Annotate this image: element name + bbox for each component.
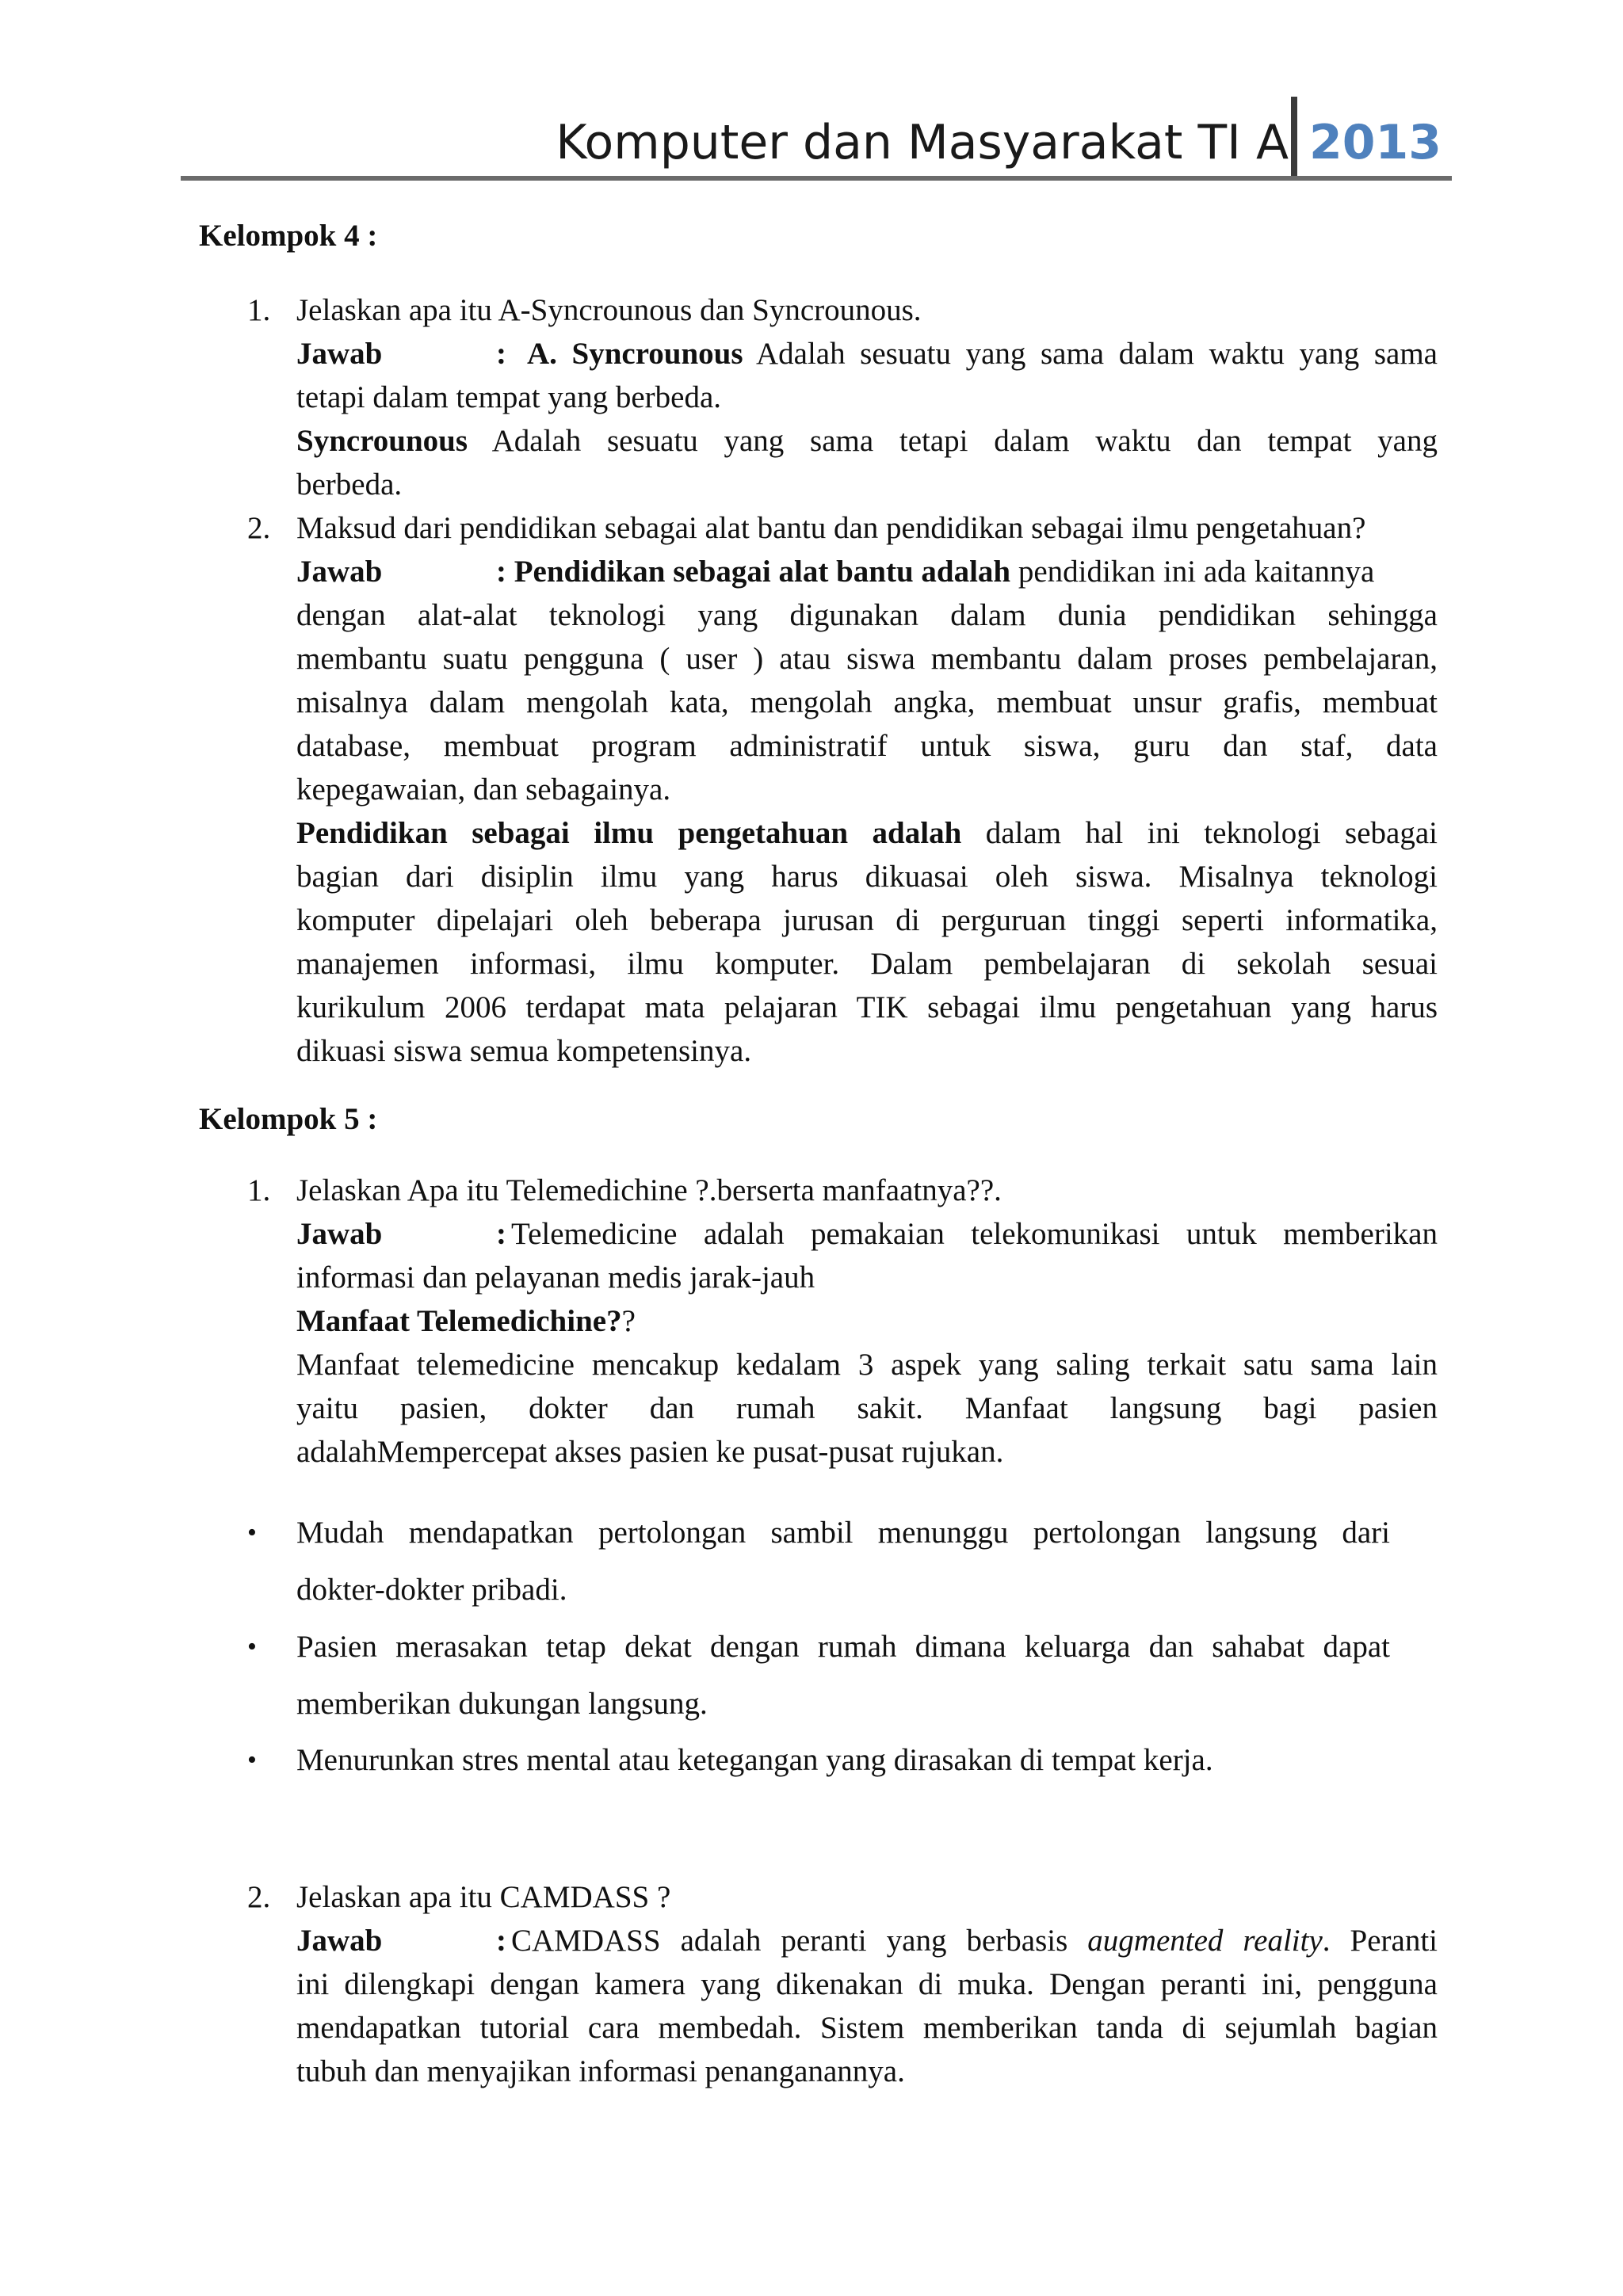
k5-q1-subheading-tail: ? [621,1304,636,1338]
k5-q1-colon: : [496,1217,506,1251]
bullet-1-symbol: • [247,1518,257,1547]
k4-q2-p1-line-3: membantu suatu pengguna ( user ) atau siswa membantu dalam proses pembelajaran, [296,642,1438,676]
k5-q2-answer-1a: CAMDASS adalah peranti yang berbasis [511,1924,1088,1958]
k4-q2-number: 2. [247,511,271,545]
k4-q1-jawab-label: Jawab [296,337,383,371]
k5-q1-manfaat-line-2: yaitu pasien, dokter dan rumah sakit. Manfaat langsung bagi pasien [296,1391,1438,1425]
k4-q2-p1-line-6: kepegawaian, dan sebagainya. [296,772,671,807]
bullet-1-line-1: Mudah mendapatkan pertolongan sambil menunggu pertolongan langsung dari [296,1516,1390,1550]
section-heading-kelompok-4: Kelompok 4 : [199,219,378,253]
k5-q1-jawab-label: Jawab [296,1217,383,1251]
k4-q2-p2-text: dalam hal ini teknologi sebagai [961,816,1438,850]
k5-q2-colon: : [496,1924,506,1958]
k4-q2-answer-line-1 [496,550,1374,593]
header-rule [181,176,1452,181]
bullet-2-symbol: • [247,1632,257,1661]
k5-q2-answer-line-1 [511,1919,1438,1962]
k5-q2-jawab-label: Jawab [296,1924,383,1958]
bullet-3-line-1: Menurunkan stres mental atau ketegangan yang dirasakan di tempat kerja. [296,1743,1213,1777]
k5-q2-number: 2. [247,1880,271,1914]
k4-q2-p2-line-6: dikuasi siswa semua kompetensinya. [296,1034,752,1068]
k5-q1-subheading [296,1299,636,1343]
k5-q1-answer-line-2: informasi dan pelayanan medis jarak-jauh [296,1261,815,1295]
k4-q2-question: Maksud dari pendidikan sebagai alat bantu dan pendidikan sebagai ilmu pengetahuan? [296,511,1366,545]
header-separator [1291,97,1297,179]
k4-q2-term-2: Pendidikan sebagai ilmu pengetahuan adalah [296,816,962,850]
k4-q2-term-1: : Pendidikan sebagai alat bantu adalah [496,555,1011,589]
bullet-3-symbol: • [247,1745,257,1775]
k5-q1-number: 1. [247,1173,271,1207]
k5-q1-question: Jelaskan Apa itu Telemedichine ?.berserta manfaatnya??. [296,1173,1002,1207]
k5-q2-question: Jelaskan apa itu CAMDASS ? [296,1880,671,1914]
k4-q2-p1-text: pendidikan ini ada kaitannya [1010,555,1375,589]
k5-q1-manfaat-line-1: Manfaat telemedicine mencakup kedalam 3 aspek yang saling terkait satu sama lain [296,1348,1438,1382]
k5-q1-answer-line-1: Telemedicine adalah pemakaian telekomunikasi untuk memberikan [511,1217,1438,1251]
k4-q1-number: 1. [247,293,271,327]
k4-q1-answer-1-text: Adalah sesuatu yang sama dalam waktu yang sama [743,337,1438,371]
k4-q1-answer-line-4: berbeda. [296,467,403,502]
k5-q2-answer-italic: augmented reality [1087,1924,1323,1958]
bullet-2-line-1: Pasien merasakan tetap dekat dengan rumah dimana keluarga dan sahabat dapat [296,1630,1390,1664]
bullet-2-line-2: memberikan dukungan langsung. [296,1687,708,1721]
k4-q2-p1-line-5: database, membuat program administratif untuk siswa, guru dan staf, data [296,729,1438,763]
k5-q2-answer-line-2: ini dilengkapi dengan kamera yang dikenakan di muka. Dengan peranti ini, pengguna [296,1967,1438,2001]
k5-q2-answer-line-4: tubuh dan menyajikan informasi penanganannya. [296,2054,905,2088]
k4-q2-jawab-label: Jawab [296,555,383,589]
k4-q2-p2-line-5: kurikulum 2006 terdapat mata pelajaran TIK sebagai ilmu pengetahuan yang harus [296,990,1438,1024]
k4-q1-answer-line-1 [527,332,1438,376]
section-heading-kelompok-5: Kelompok 5 : [199,1102,378,1136]
k4-q1-question: Jelaskan apa itu A-Syncrounous dan Syncrounous. [296,293,922,327]
bullet-1-line-2: dokter-dokter pribadi. [296,1573,567,1607]
k5-q2-answer-line-3: mendapatkan tutorial cara membedah. Sistem memberikan tanda di sejumlah bagian [296,2011,1438,2045]
k5-q1-subheading-bold: Manfaat Telemedichine? [296,1304,622,1338]
k4-q1-answer-line-3 [296,419,1438,463]
k4-q1-colon: : [496,337,506,371]
k5-q2-answer-1b: . Peranti [1322,1924,1438,1958]
header-year: 2013 [1309,115,1442,170]
k4-q2-p2-line-2: bagian dari disiplin ilmu yang harus dikuasai oleh siswa. Misalnya teknologi [296,860,1438,894]
header-title: Komputer dan Masyarakat TI A [556,115,1289,170]
k4-q2-p2-line-3: komputer dipelajari oleh beberapa jurusan di perguruan tinggi seperti informatika, [296,903,1438,937]
k4-q1-term-1: A. Syncrounous [527,337,743,371]
k4-q1-term-2: Syncrounous [296,424,468,458]
k4-q2-p1-line-4: misalnya dalam mengolah kata, mengolah angka, membuat unsur grafis, membuat [296,685,1438,719]
k4-q2-p2-line-1 [296,811,1438,855]
k4-q1-answer-line-2: tetapi dalam tempat yang berbeda. [296,380,722,414]
k4-q2-p1-line-2: dengan alat-alat teknologi yang digunakan dalam dunia pendidikan sehingga [296,598,1438,632]
k5-q1-manfaat-line-3: adalahMempercepat akses pasien ke pusat-pusat rujukan. [296,1435,1004,1469]
k4-q1-answer-2-text: Adalah sesuatu yang sama tetapi dalam waktu dan tempat yang [468,424,1438,458]
k4-q2-p2-line-4: manajemen informasi, ilmu komputer. Dalam pembelajaran di sekolah sesuai [296,947,1438,981]
